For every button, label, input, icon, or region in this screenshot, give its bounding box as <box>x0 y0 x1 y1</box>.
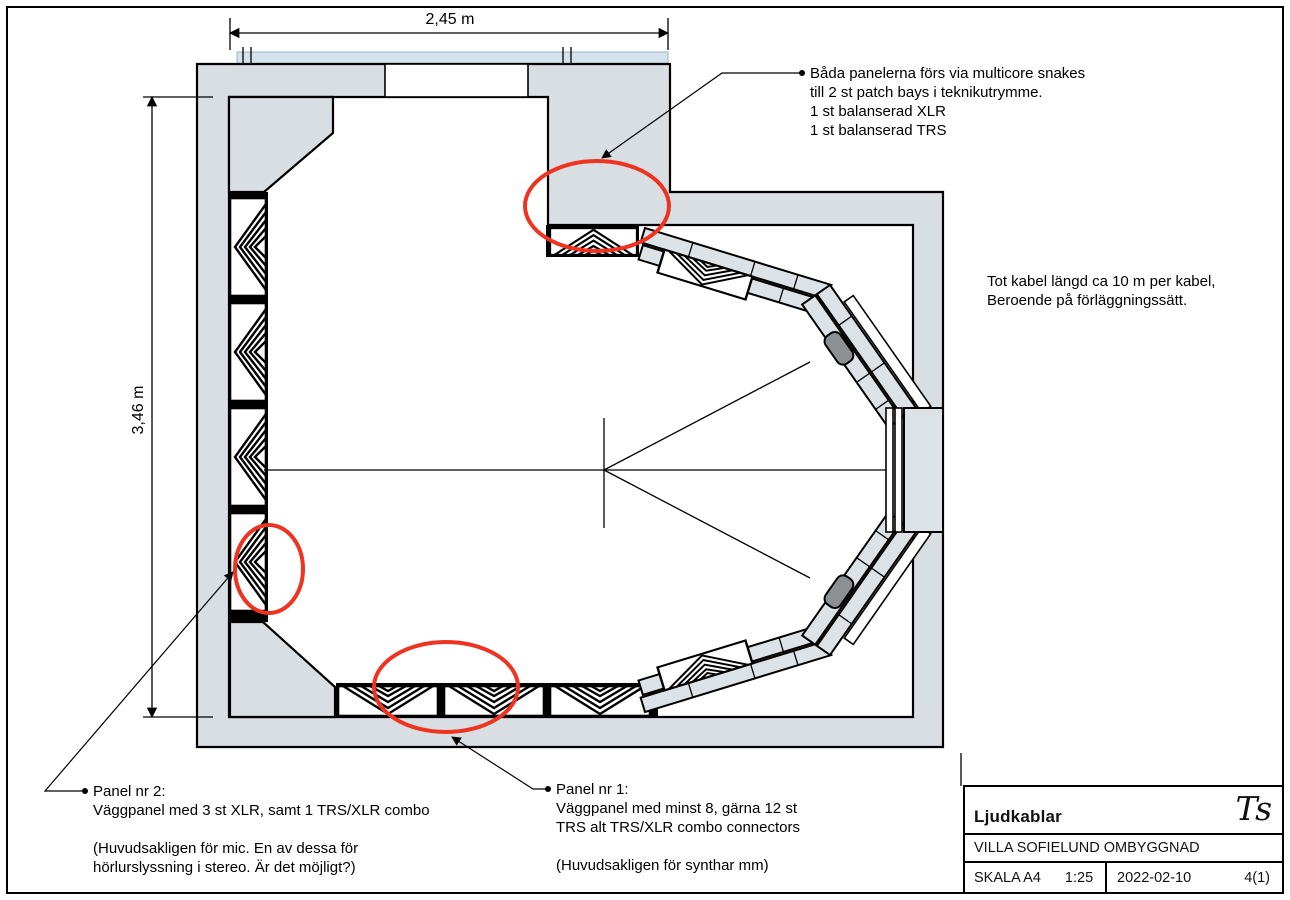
scale-cell <box>965 863 1107 892</box>
date-cell <box>1107 863 1282 892</box>
page-number: 4(1) <box>1244 869 1270 886</box>
scale-label: SKALA A4 <box>974 869 1041 886</box>
corner-fill-bottom-left <box>230 622 335 717</box>
window-glass <box>237 52 668 64</box>
company-logo: Ts <box>1235 789 1272 828</box>
title-block-row-title <box>965 787 1282 835</box>
note-panel-2 <box>93 782 430 877</box>
note-line: Beroende på förläggningssätt. <box>987 292 1188 309</box>
note-line: Panel nr 2: <box>93 783 166 800</box>
note-line <box>93 820 430 839</box>
note-line: till 2 st patch bays i teknikutrymme. <box>810 84 1043 101</box>
dimension-label-left: 3,46 m <box>130 385 147 435</box>
note-panel-1 <box>556 780 800 875</box>
note-line: 1 st balanserad TRS <box>810 122 947 139</box>
note-line <box>556 837 800 856</box>
title-block-row-meta <box>965 863 1282 892</box>
note-line: Båda panelerna förs via multicore snakes <box>810 65 1086 82</box>
drawing-title: Ljudkablar <box>974 807 1062 826</box>
assembly-center-block <box>886 408 943 532</box>
assembly-upper <box>634 228 931 435</box>
note-line: 1 st balanserad XLR <box>810 103 946 120</box>
left-panel-array <box>228 192 268 622</box>
project-name: VILLA SOFIELUND OMBYGGNAD <box>965 835 1282 863</box>
title-block <box>963 785 1284 894</box>
note-line: (Huvudsakligen för mic. En av dessa för <box>93 840 359 857</box>
note-cable-length <box>987 272 1215 310</box>
corner-fill-top-left <box>229 97 333 192</box>
note-line: Väggpanel med 3 st XLR, samt 1 TRS/XLR combo <box>93 802 430 819</box>
note-line: hörlurslyssning i stereo. Är det möjligt?) <box>93 859 356 876</box>
assembly-lower <box>634 505 931 712</box>
note-multicore <box>810 64 1085 140</box>
date-value: 2022-02-10 <box>1117 869 1192 886</box>
dimension-label-top: 2,45 m <box>425 11 475 28</box>
note-line: (Huvudsakligen för synthar mm) <box>556 857 769 874</box>
window-opening <box>385 64 528 97</box>
note-line: Panel nr 1: <box>556 781 629 798</box>
note-line: Tot kabel längd ca 10 m per kabel, <box>987 273 1216 290</box>
centerlines <box>264 362 886 578</box>
scale-value: 1:25 <box>1064 869 1094 886</box>
note-line: Väggpanel med minst 8, gärna 12 st <box>556 800 797 817</box>
note-line: TRS alt TRS/XLR combo connectors <box>556 819 800 836</box>
